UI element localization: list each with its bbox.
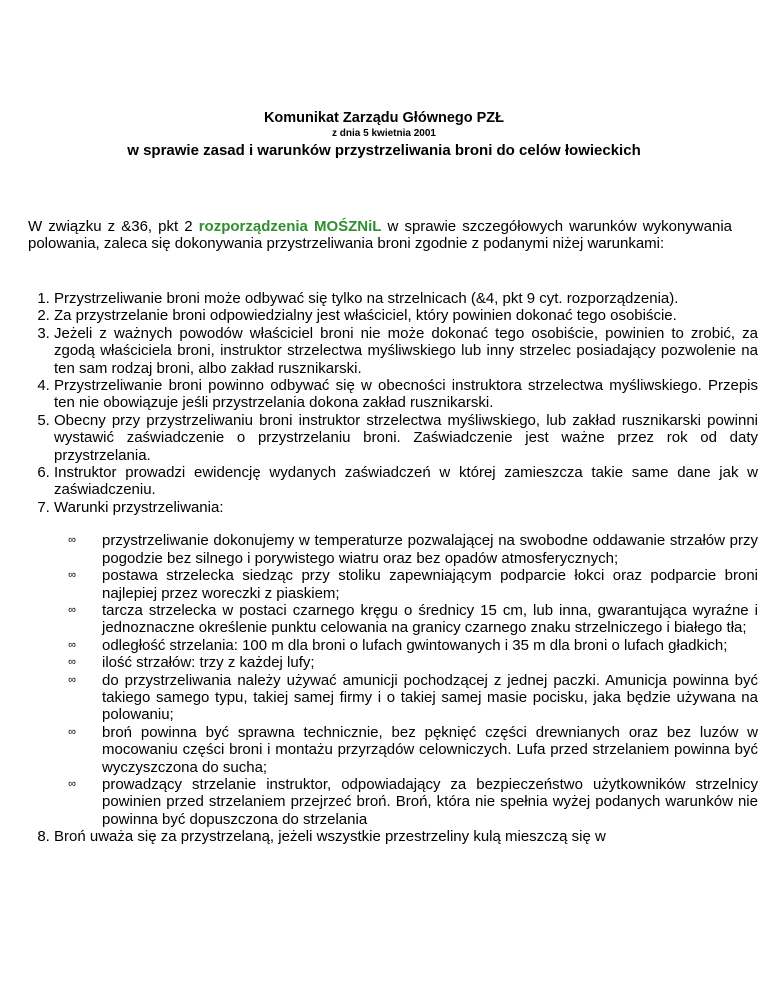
list-item-text: Przystrzeliwanie broni może odbywać się tylko na strzelnicach (&4, pkt 9 cyt. rozporządzenia).: [54, 290, 679, 307]
condition-text: prowadzący strzelanie instruktor, odpowiadający za bezpieczeństwo użytkowników strzelnicy powinien przed strzelaniem przejrzeć broń. Broń, która nie spełnia wyżej podanych warunków nie powinna być dopuszczona do strzelania: [102, 775, 758, 828]
infinity-bullet-icon: ∞: [68, 656, 76, 669]
condition-item: [68, 636, 758, 654]
condition-text: ilość strzałów: trzy z każdej lufy;: [102, 654, 315, 672]
list-item: [54, 377, 758, 412]
list-item: [54, 828, 758, 845]
intro-paragraph: [28, 218, 732, 253]
infinity-bullet-icon: ∞: [68, 638, 76, 651]
list-item-text: Obecny przy przystrzeliwaniu broni instruktor strzelectwa myśliwskiego, lub zakład rusznikarski powinni wystawić zaświadczenie o przystrzelaniu broni. Zaświadczenie jest ważne przez rok od daty przystrzelania.: [54, 411, 758, 464]
condition-text: postawa strzelecka siedząc przy stoliku zapewniającym podparcie łokci oraz podparcie broni najlepiej przez woreczki z piaskiem;: [102, 567, 758, 602]
list-item-text: Za przystrzelanie broni odpowiedzialny jest właściciel, który powinien dokonać tego osobiście.: [54, 307, 677, 325]
condition-item: [68, 567, 758, 602]
condition-item: [68, 601, 758, 637]
condition-item: [68, 723, 758, 776]
list-item: [54, 499, 758, 828]
infinity-bullet-icon: ∞: [68, 534, 76, 547]
intro-text-before: W związku z &36, pkt 2: [28, 218, 199, 235]
condition-item: [68, 671, 758, 724]
document-title: Komunikat Zarządu Głównego PZŁ: [263, 110, 505, 126]
list-item: [54, 290, 758, 307]
condition-item: [68, 654, 758, 672]
list-item: [54, 464, 758, 499]
list-item-text: Instruktor prowadzi ewidencję wydanych zaświadczeń w której zamieszcza takie same dane jak w zaświadczeniu.: [54, 464, 758, 499]
list-item: [54, 307, 758, 324]
list-item: [54, 412, 758, 464]
intro-text-after: w sprawie szczegółowych warunków wykonywania polowania, zaleca się dokonywania przystrzeliwania broni zgodnie z podanymi niżej warunkami:: [28, 218, 732, 253]
infinity-bullet-icon: ∞: [68, 725, 76, 738]
condition-text: tarcza strzelecka w postaci czarnego kręgu o średnicy 15 cm, lub inna, gwarantująca wyraźne i jednoznaczne określenie punktu celowania na granicy czarnego znaku strzelniczego i białego tła;: [102, 601, 758, 637]
condition-item: [68, 775, 758, 828]
list-item-text: Jeżeli z ważnych powodów właściciel broni nie może dokonać tego osobiście, powinien to zrobić, za zgodą właściciela broni, instruktor strzelectwa myśliwskiego lub inny strzelec posiadający pozwolenie na ten sam rodzaj broni, albo zakład rusznikarski.: [54, 324, 758, 377]
conditions-list: [54, 532, 758, 828]
regulation-link[interactable]: rozporządzenia MOŚZNiL: [198, 218, 382, 235]
condition-text: do przystrzeliwania należy używać amunicji pochodzącej z jednej paczki. Amunicja powinna być takiego samego typu, takiej samej firmy i o takiej samej masie pocisku, jaka będzie używana na polowaniu;: [102, 671, 758, 724]
condition-text: odległość strzelania: 100 m dla broni o lufach gwintowanych i 35 m dla broni o lufach gładkich;: [102, 636, 728, 654]
condition-text: broń powinna być sprawna technicznie, bez pęknięć części drewnianych oraz bez luzów w mocowaniu części broni i montażu przyrządów celowniczych. Lufa przed strzelaniem powinna być wyczyszczona do sucha;: [102, 723, 758, 776]
condition-item: [68, 532, 758, 567]
rules-list: [28, 290, 758, 846]
list-item-text: Broń uważa się za przystrzelaną, jeżeli wszystkie przestrzeliny kulą mieszczą się w: [54, 828, 606, 846]
condition-text: przystrzeliwanie dokonujemy w temperaturze pozwalającej na swobodne oddawanie strzałów przy pogodzie bez silnego i porywistego wiatru oraz bez opadów atmosferycznych;: [102, 532, 758, 567]
infinity-bullet-icon: ∞: [68, 777, 76, 790]
document-subject: w sprawie zasad i warunków przystrzeliwania broni do celów łowieckich: [127, 142, 641, 159]
infinity-bullet-icon: ∞: [68, 603, 76, 616]
infinity-bullet-icon: ∞: [68, 673, 76, 686]
list-item: [54, 325, 758, 377]
infinity-bullet-icon: ∞: [68, 569, 76, 582]
list-item-text: Przystrzeliwanie broni powinno odbywać się w obecności instruktora strzelectwa myśliwskiego. Przepis ten nie obowiązuje jeśli przystrzelania dokona zakład rusznikarski.: [54, 377, 758, 412]
document-date: z dnia 5 kwietnia 2001: [332, 128, 436, 139]
list-item-text: Warunki przystrzeliwania:: [54, 498, 224, 516]
